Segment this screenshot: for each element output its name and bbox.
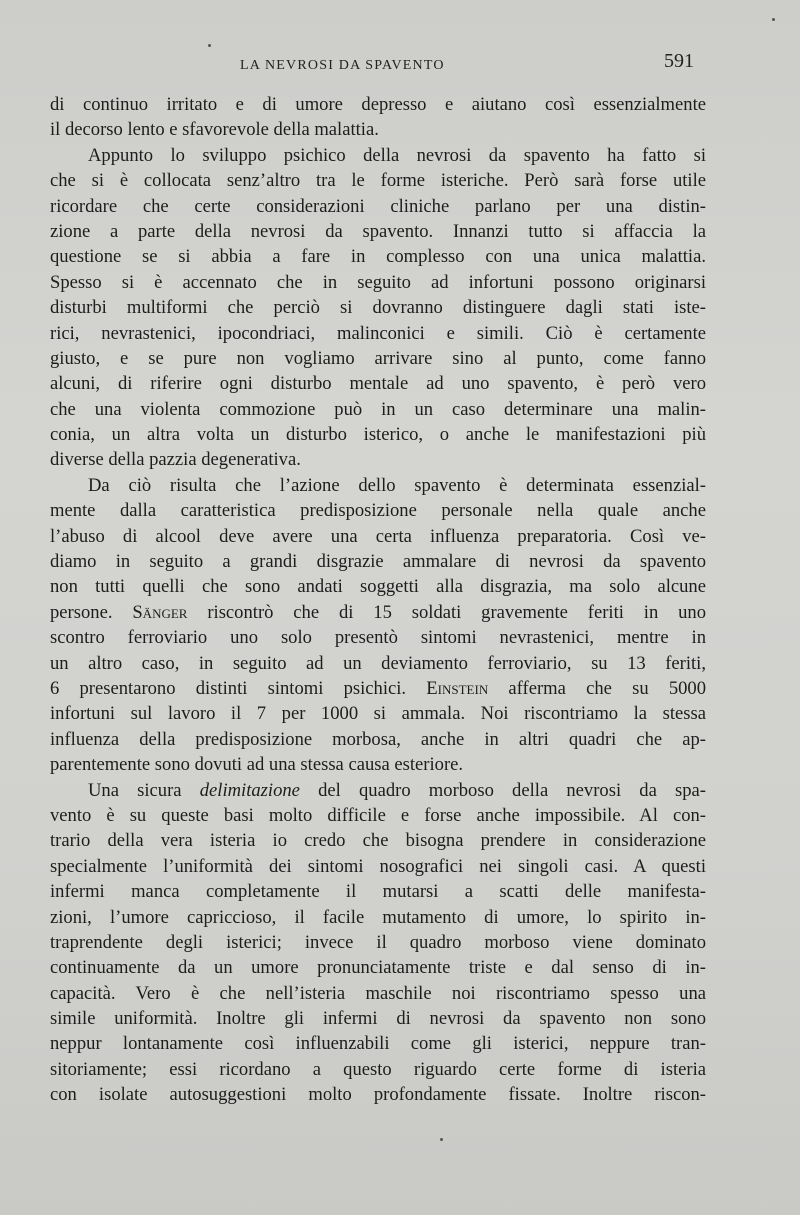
- text-line: ricordare che certe considerazioni cliniche parlano per una distin-: [50, 195, 706, 217]
- author-name: Einstein: [426, 677, 489, 699]
- text-line: l’abuso di alcool deve avere una certa influenza preparatoria. Così ve-: [50, 525, 706, 547]
- text-line: influenza della predisposizione morbosa, anche in altri quadri che ap-: [50, 728, 706, 750]
- print-speck: [208, 44, 211, 47]
- print-speck: [440, 1138, 443, 1141]
- text-segment: persone.: [50, 601, 133, 623]
- text-line: neppur lontanamente così influenzabili come gli isterici, neppure tran-: [50, 1033, 706, 1055]
- body-text: [50, 92, 706, 1108]
- text-line: di continuo irritato e di umore depresso e aiutano così essenzialmente: [50, 94, 706, 115]
- text-line: diamo in seguito a grandi disgrazie ammalare di nevrosi da spavento: [50, 551, 706, 573]
- text-line: simile uniformità. Inoltre gli infermi di nevrosi da spavento non sono: [50, 1008, 706, 1030]
- text-line: con isolate autosuggestioni molto profondamente fissate. Inoltre riscon-: [50, 1084, 706, 1106]
- text-line: questione se si abbia a fare in complesso con una unica malattia.: [50, 246, 706, 268]
- text-line: mente dalla caratteristica predisposizione personale nella quale anche: [50, 500, 706, 522]
- page-number: 591: [664, 50, 694, 72]
- text-line: diverse della pazzia degenerativa.: [50, 449, 301, 471]
- text-line: zioni, l’umore capriccioso, il facile mutamento di umore, lo spirito in-: [50, 906, 706, 928]
- text-line: [50, 600, 706, 625]
- text-line: sitoriamente; essi ricordano a questo riguardo certe forme di isteria: [50, 1058, 706, 1080]
- text-line: scontro ferroviario uno solo presentò sintomi nevrastenici, mentre in: [50, 627, 706, 649]
- text-line: disturbi multiformi che perciò si dovranno distinguere dagli stati iste-: [50, 297, 706, 319]
- text-line: [50, 778, 706, 803]
- text-line: trario della vera isteria io credo che bisogna prendere in considerazione: [50, 830, 706, 852]
- text-line: zione a parte della nevrosi da spavento. Innanzi tutto si affaccia la: [50, 220, 706, 242]
- text-line: infermi manca completamente il mutarsi a scatti delle manifesta-: [50, 881, 706, 903]
- text-segment: del quadro morboso della nevrosi da spa-: [299, 779, 706, 801]
- text-line: [50, 676, 706, 701]
- text-line: traprendente degli isterici; invece il quadro morboso viene dominato: [50, 931, 706, 953]
- text-line: specialmente l’uniformità dei sintomi nosografici nei singoli casi. A questi: [50, 855, 706, 877]
- text-segment: afferma che su 5000: [488, 677, 706, 699]
- text-line: Appunto lo sviluppo psichico della nevrosi da spavento ha fatto si: [88, 144, 706, 166]
- text-line: infortuni sul lavoro il 7 per 1000 si ammala. Noi riscontriamo la stessa: [50, 703, 706, 725]
- text-line: giusto, e se pure non vogliamo arrivare sino al punto, come fanno: [50, 347, 706, 369]
- text-line: parentemente sono dovuti ad una stessa causa esteriore.: [50, 754, 464, 776]
- author-name: Sänger: [132, 601, 188, 623]
- text-line: il decorso lento e sfavorevole della malattia.: [50, 119, 379, 141]
- text-line: non tutti quelli che sono andati soggetti alla disgrazia, ma solo alcune: [50, 576, 706, 598]
- text-line: Da ciò risulta che l’azione dello spavento è determinata essenzial-: [88, 474, 706, 496]
- text-line: Spesso si è accennato che in seguito ad infortuni possono originarsi: [50, 271, 706, 293]
- text-line: conia, un altra volta un disturbo isterico, o anche le manifestazioni più: [50, 424, 706, 446]
- text-line: continuamente da un umore pronunciatamente triste e dal senso di in-: [50, 957, 706, 979]
- text-line: che una violenta commozione può in un caso determinare una malin-: [50, 398, 706, 420]
- text-line: rici, nevrastenici, ipocondriaci, malinconici e simili. Ciò è certamente: [50, 322, 706, 344]
- text-segment: riscontrò che di 15 soldati gravemente feriti in uno: [187, 601, 706, 623]
- text-line: un altro caso, in seguito ad un deviamento ferroviario, su 13 feriti,: [50, 652, 706, 674]
- text-line: capacità. Vero è che nell’isteria maschile noi riscontriamo spesso una: [50, 982, 706, 1004]
- text-line: vento è su queste basi molto difficile e forse anche impossibile. Al con-: [50, 804, 706, 826]
- print-speck: [772, 18, 775, 21]
- text-segment: 6 presentarono distinti sintomi psichici.: [50, 677, 427, 699]
- text-line: che si è collocata senz’altro tra le forme isteriche. Però sarà forse utile: [50, 170, 706, 192]
- emphasis-text: delimitazione: [199, 779, 300, 801]
- running-head: LA NEVROSI DA SPAVENTO: [240, 58, 445, 73]
- text-segment: Una sicura: [88, 779, 200, 801]
- text-line: alcuni, di riferire ogni disturbo mentale ad uno spavento, è però vero: [50, 373, 706, 395]
